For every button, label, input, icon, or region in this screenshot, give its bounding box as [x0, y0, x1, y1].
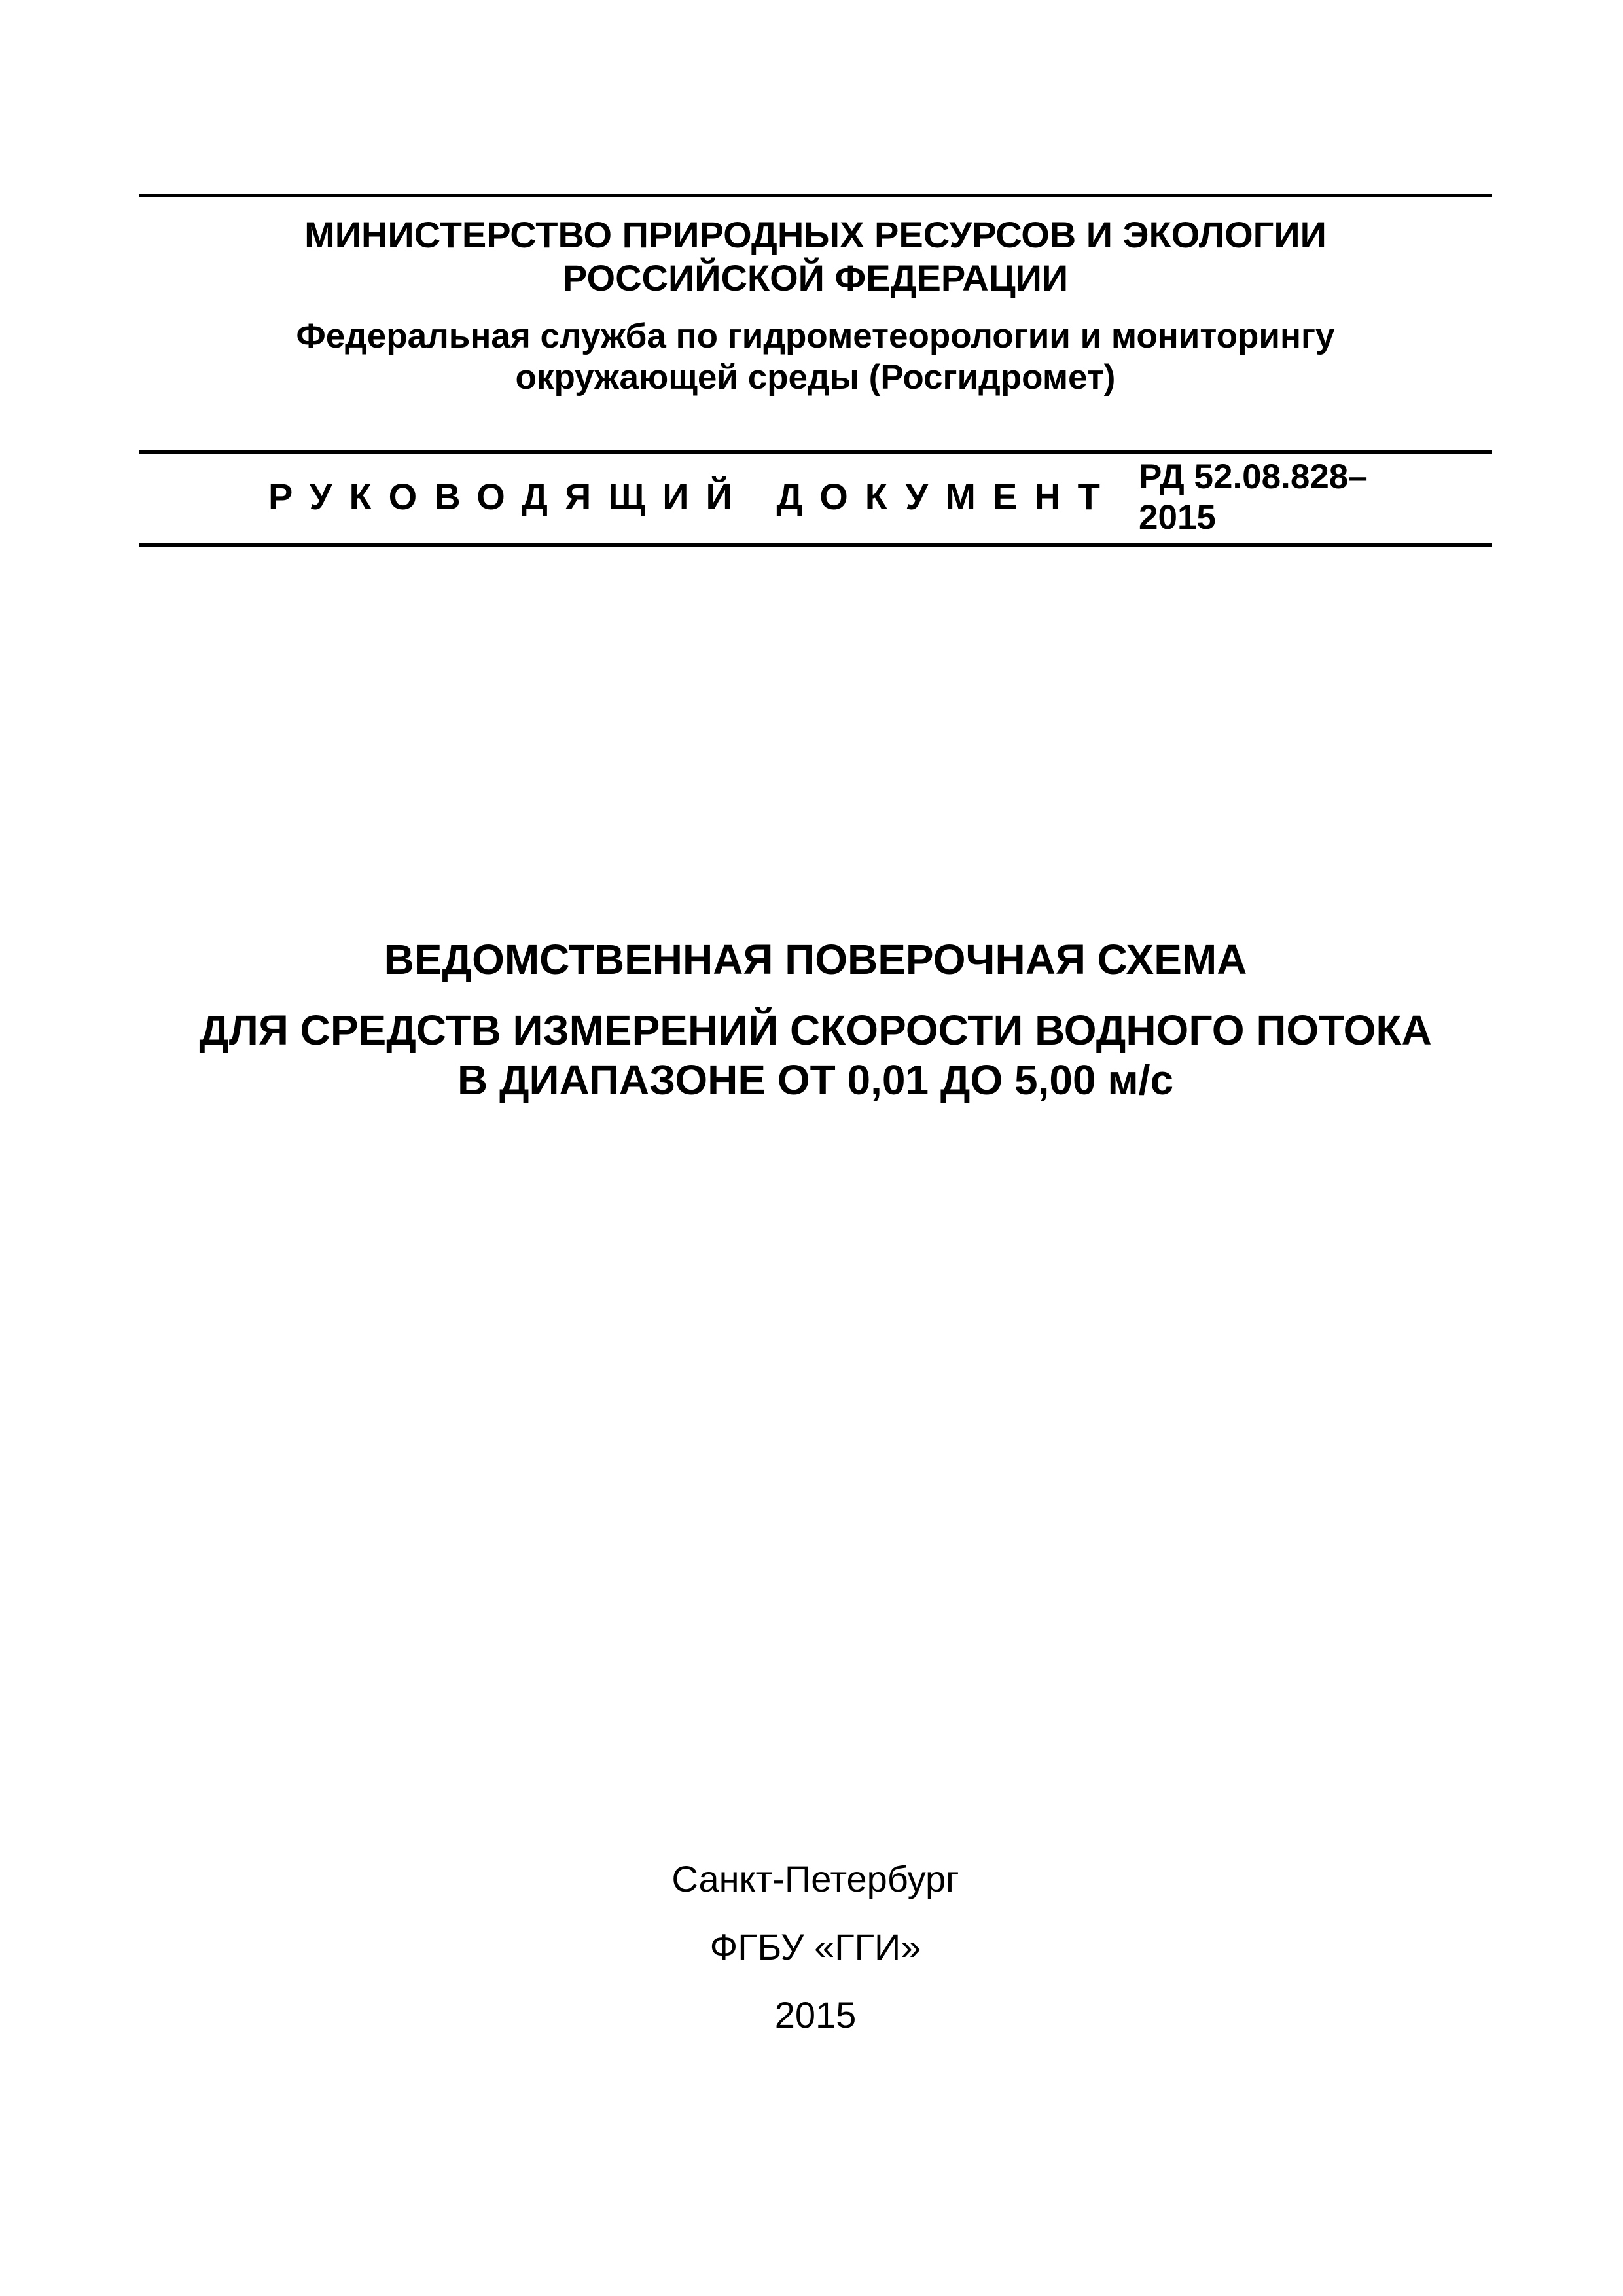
imprint-block — [139, 1857, 1492, 2037]
ministry-name-line-1: МИНИСТЕРСТВО ПРИРОДНЫХ РЕСУРСОВ И ЭКОЛОГИИ — [304, 214, 1327, 255]
service-name-line-2: окружающей среды (Росгидромет) — [515, 358, 1116, 397]
imprint-publisher: ФГБУ «ГГИ» — [709, 1926, 921, 1967]
title-line-2: ДЛЯ СРЕДСТВ ИЗМЕРЕНИЙ СКОРОСТИ ВОДНОГО ПОТОКА — [199, 1007, 1432, 1054]
document-number — [1139, 457, 1368, 538]
bottom-rule — [139, 543, 1492, 547]
title-line-3: В ДИАПАЗОНЕ ОТ 0,01 ДО 5,00 м/с — [457, 1056, 1174, 1103]
header-block — [139, 213, 1492, 398]
document-type-label: РУКОВОДЯЩИЙ ДОКУМЕНТ — [268, 476, 1117, 517]
service-name — [139, 315, 1492, 398]
imprint-city: Санкт-Петербург — [671, 1858, 959, 1899]
middle-rule — [139, 450, 1492, 454]
ministry-name-line-2: РОССИЙСКОЙ ФЕДЕРАЦИИ — [562, 257, 1069, 298]
top-rule — [139, 194, 1492, 197]
document-number-line-1: РД 52.08.828– — [1139, 457, 1368, 496]
title-line-1: ВЕДОМСТВЕННАЯ ПОВЕРОЧНАЯ СХЕМА — [383, 936, 1247, 983]
service-name-line-1: Федеральная служба по гидрометеорологии и мониторингу — [296, 317, 1335, 355]
document-title — [139, 935, 1492, 1105]
imprint-year: 2015 — [774, 1994, 857, 2036]
document-number-line-2: 2015 — [1139, 498, 1216, 537]
